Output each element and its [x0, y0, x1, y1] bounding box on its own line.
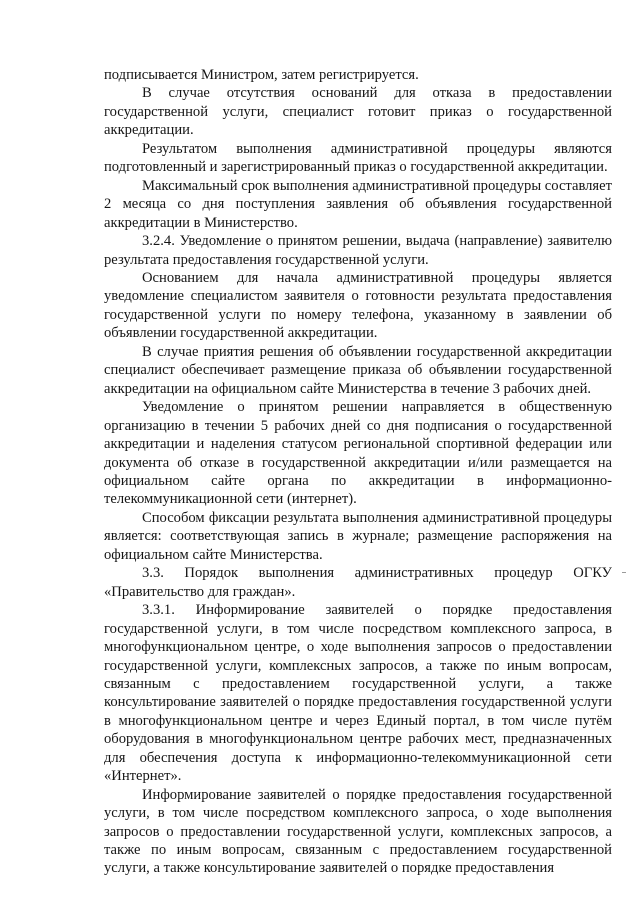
paragraph-decision-publication: В случае приятия решения об объявлении государственной аккредитации специалист обеспечивает размещение приказа об объявлении государственной аккредитации на официальном сайте Министерства в течение 3 рабочих дней.: [104, 343, 612, 397]
paragraph-procedure-basis: Основанием для начала административной процедуры является уведомление специалистом заявителя о готовности результата предоставления государственной услуги по номеру телефона, указанному в заявлении об объявлении государственной аккредитации.: [104, 269, 612, 342]
paragraph-fixation-method: Способом фиксации результата выполнения административной процедуры является: соответствующая запись в журнале; размещение распоряжения на официальном сайте Министерства.: [104, 509, 612, 563]
paragraph-max-term: Максимальный срок выполнения административной процедуры составляет 2 месяца со дня поступления заявления об объявления государственной аккредитации в Министерство.: [104, 177, 612, 231]
section-heading-3-3: 3.3. Порядок выполнения административных процедур ОГКУ «Правительство для граждан».: [104, 565, 612, 600]
paragraph-informing-applicants: Информирование заявителей о порядке предоставления государственной услуги, в том числе посредством комплексного запроса, о ходе выполнения запросов о предоставлении государственной услуги, комплексных запросов, а также по иным вопросам, связанным с предоставлением государственной услуги, а также консультирование заявителей о порядке предоставления: [104, 786, 612, 877]
paragraph-procedure-result: Результатом выполнения административной процедуры являются подготовленный и зарегистрированный приказ о государственной аккредитации.: [104, 140, 612, 176]
document-page: [104, 66, 612, 878]
section-heading-3-3-1: 3.3.1. Информирование заявителей о порядке предоставления государственной услуги, в том числе посредством комплексного запроса, в многофункциональном центре, о ходе выполнения запросов о предоставлении государственной услуги, комплексных запросов, а также по иным вопросам, связанным с предоставлением государственной услуги, а также консультирование заявителей о порядке предоставления государственной услуги в многофункциональном центре и через Единый портал, в том числе путём оборудования в многофункциональном центре рабочих мест, предназначенных для обеспечения доступа к информационно-телекоммуникационной сети «Интернет».: [104, 602, 612, 785]
section-heading-3-2-4: 3.2.4. Уведомление о принятом решении, выдача (направление) заявителю результата предоставления государственной услуги.: [104, 233, 612, 268]
paragraph-continuation: подписывается Министром, затем регистрируется.: [104, 67, 419, 83]
margin-mark: [622, 572, 626, 573]
paragraph-notification: Уведомление о принятом решении направляется в общественную организацию в течении 5 рабочих дней со дня подписания о государственной аккредитации и наделения статусом региональной спортивной федерации или документа об отказе в государственной аккредитации и/или размещается на официальном сайте органа по аккредитации в информационно-телекоммуникационной сети (интернет).: [104, 399, 612, 508]
paragraph-refusal-grounds: В случае отсутствия оснований для отказа в предоставлении государственной услуги, специалист готовит приказ о государственной аккредитации.: [104, 85, 612, 139]
